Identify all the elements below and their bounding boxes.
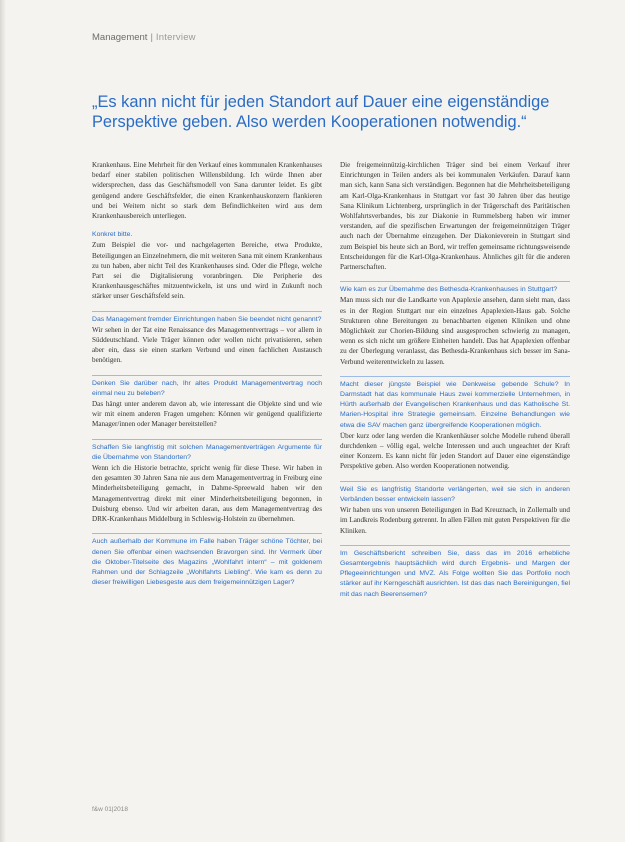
question-divider [92,533,322,534]
section-separator: | [150,32,153,43]
right-paragraph-1: Die freigemeinnützig-kirchlichen Träger sind bei einem Verkauf ihrer Einrichtungen in Teilen anders als bei kommunalen Verkäufen. Darauf kann man sich, kann Sana sich verständigen. Begonnen hat die Mehrheitsbeteiligung am Karl-Olga-Krankenhaus in Stuttgart vor fast 30 Jahren über das heutige Sana Klinikum Lichtenberg, ursprünglich in der Trägerschaft des Paritätischen Wohlfahrtsverbandes, bis zur Diakonie in Rummelsberg haben wir immer verstanden, auf die spezifischen Erwartungen der freigemeinnützigen Träger auch nach der Übernahme einzugehen. Der Diakonieverein in Stuttgart sind zum Beispiel bis heute sich an Bord, wir treffen gemeinsame richtungsweisende Entscheidungen für die Karl-Olga-Krankenhaus. Ähnliches gilt für die anderen Partnerschaften. [340,161,570,272]
page-footer: f&w 01|2018 [92,806,129,813]
section-header [92,32,196,43]
left-question-1: Konkret bitte. [92,231,133,239]
right-paragraph-3: Über kurz oder lang werden die Krankenhäuser solche Modelle ruhend überall durchdenken – völlig egal, welche Interessen und auch ungeachtet der Kraft einer Konzern. Es kann nicht für jeden Standort auf Dauer eine eigenständige Perspektive geben. Also werden Kooperationen notwendig. [340,431,570,471]
subsection-label: Interview [155,32,196,43]
left-question-4: Schaffen Sie langfristig mit solchen Managementverträgen Argumente für die Übernahme von Standorten? [92,443,322,461]
question-divider [92,439,322,440]
left-paragraph-4: Das hängt unter anderem davon ab, wie interessant die Objekte sind und wie wir mit einem anderen Fragen umgehen: Können wir genügend qualifizierte Manager/innen oder Manager bereitstellen? [92,400,322,429]
pull-quote: „Es kann nicht für jeden Standort auf Dauer eine eigenständige Perspektive geben. Also werden Kooperationen notwendig.“ [92,93,550,131]
question-divider [92,375,322,376]
right-question-1: Wie kam es zur Übernahme des Bethesda-Krankenhauses in Stuttgart? [340,286,558,294]
left-paragraph-3: Wir sehen in der Tat eine Renaissance des Managementvertrags – vor allem in Süddeutschland. Viele Träger können oder wollen nicht privatisieren, sehen aber ein, dass sie einen starken Verbund und einen fachlichen Austausch benötigen. [92,325,322,365]
left-question-5: Auch außerhalb der Kommune im Falle haben Träger schöne Töchter, bei denen Sie offenbar einen wachsenden Bravorgen sind. Ihr Vermerk über die Oktober-Titelseite des Magazins „Wohlfahrt intern“ – mit goldenem Rahmen und der Schlagzeile „Wohlfahrts Liebling“. Wie kam es denn zu dieser freiwilligen Liebesgeste aus dem freigemeinnützigen Lager? [92,538,322,587]
left-column [92,160,322,588]
question-divider [340,376,570,377]
left-question-2: Das Management fremder Einrichtungen haben Sie beendet nicht genannt? [92,315,322,323]
question-divider [340,281,570,282]
question-divider [340,481,570,482]
right-paragraph-4: Wir haben uns von unseren Beteiligungen in Bad Kreuznach, in Zollernalb und im Landkreis Rodenburg getrennt. In allen Fällen mit guten Perspektiven für die Kliniken. [340,506,570,535]
question-divider [92,311,322,312]
right-column [340,160,570,600]
right-question-3: Weil Sie es langfristig Standorte verlängerten, weil sie sich in anderen Verbänden besser entwickeln lassen? [340,485,570,503]
question-divider [340,545,570,546]
left-paragraph-1: Krankenhaus. Eine Mehrheit für den Verkauf eines kommunalen Krankenhauses bedarf einer stabilen politischen Willensbildung. Ich würde Ihnen aber widersprechen, dass das Geschäftsmodell von Sana darunter leidet. Es gibt genügend andere Geschäftsfelder, die einen Krankenhauskonzern flankieren und bei Weitem nicht so stark dem Befindlichkeiten wird aus dem Krankenhausbereich unterliegen. [92,161,322,221]
right-paragraph-2: Man muss sich nur die Landkarte von Apaplexie ansehen, dann sieht man, dass es in der Region Stuttgart nur ein einzelnes Apaplexien-Haus gab. Solche Strukturen ohne Bereitungen zu benachbarten eigenen Kliniken und ohne Möglichkeit zur Chorien-Bildung sind ausgesprochen schwierig zu managen, wenn es sich nicht um größere Einheiten handelt. Das hat Apaplexien offenbar zu der Überlegung veranlasst, das Bethesda-Krankenhaus sich besser im Sana-Verbund weiterentwickeln zu lassen. [340,296,570,366]
left-paragraph-2: Zum Beispiel die vor- und nachgelagerten Bereiche, etwa Produkte, Beteiligungen an Einzelnehmern, die mit weiteren Sana mit einem Krankenhaus zu tun haben, aber nicht Teil des Krankenhauses sind. Oder die Pflege, welche Part sei die Digitalisierung voranbringen. Die Peripherie des Krankenhausgeschäftes mitzuentwickeln, ist uns und wird in Zukunft noch stärker unser Geschäftsfeld sein. [92,241,322,301]
left-question-3: Denken Sie darüber nach, Ihr altes Produkt Managementvertrag noch einmal neu zu beleben? [92,379,322,397]
left-paragraph-5: Wenn ich die Historie betrachte, spricht wenig für diese These. Wir haben in den gesamten 30 Jahren Sana nie aus dem Managementvertrag in Freiburg eine Minderheitsbeteiligung gemacht, in Dahme-Spreewald haben wir den Managementvertrag direkt mit einer Minderheitsbeteiligung begonnen, in Duisburg ebenso. Und wir arbeiten daran, aus dem Managementvertrag des DRK-Krankenhaus Middelburg in Schleswig-Holstein zu übernehmen. [92,464,322,524]
page-edge [0,0,6,842]
right-question-4: Im Geschäftsbericht schreiben Sie, dass das im 2016 erhebliche Gesamtergebnis hauptsächlich wird durch Ergebnis- und Margen der Pflegeeinrichtungen und MVZ. Als Folge wollten Sie das Portfolio noch stärker auf ihr Kerngeschäft ausrichten. Ist das das nach Bereinigungen, fiel mit das nach Beerensemen? [340,549,570,598]
right-question-2: Macht dieser jüngste Beispiel wie Denkweise gebende Schule? In Darmstadt hat das kommunale Haus zwei kommerzielle Unternehmen, in Hürth außerhalb der Evangelischen Krankenhaus und das Katholische St. Marien-Hospital ihre Strategie gemeinsam. Einzelne Behandlungen wie etwa die SAV machen ganz übergreifende Kooperationen möglich. [340,380,570,429]
section-label: Management [92,32,148,43]
